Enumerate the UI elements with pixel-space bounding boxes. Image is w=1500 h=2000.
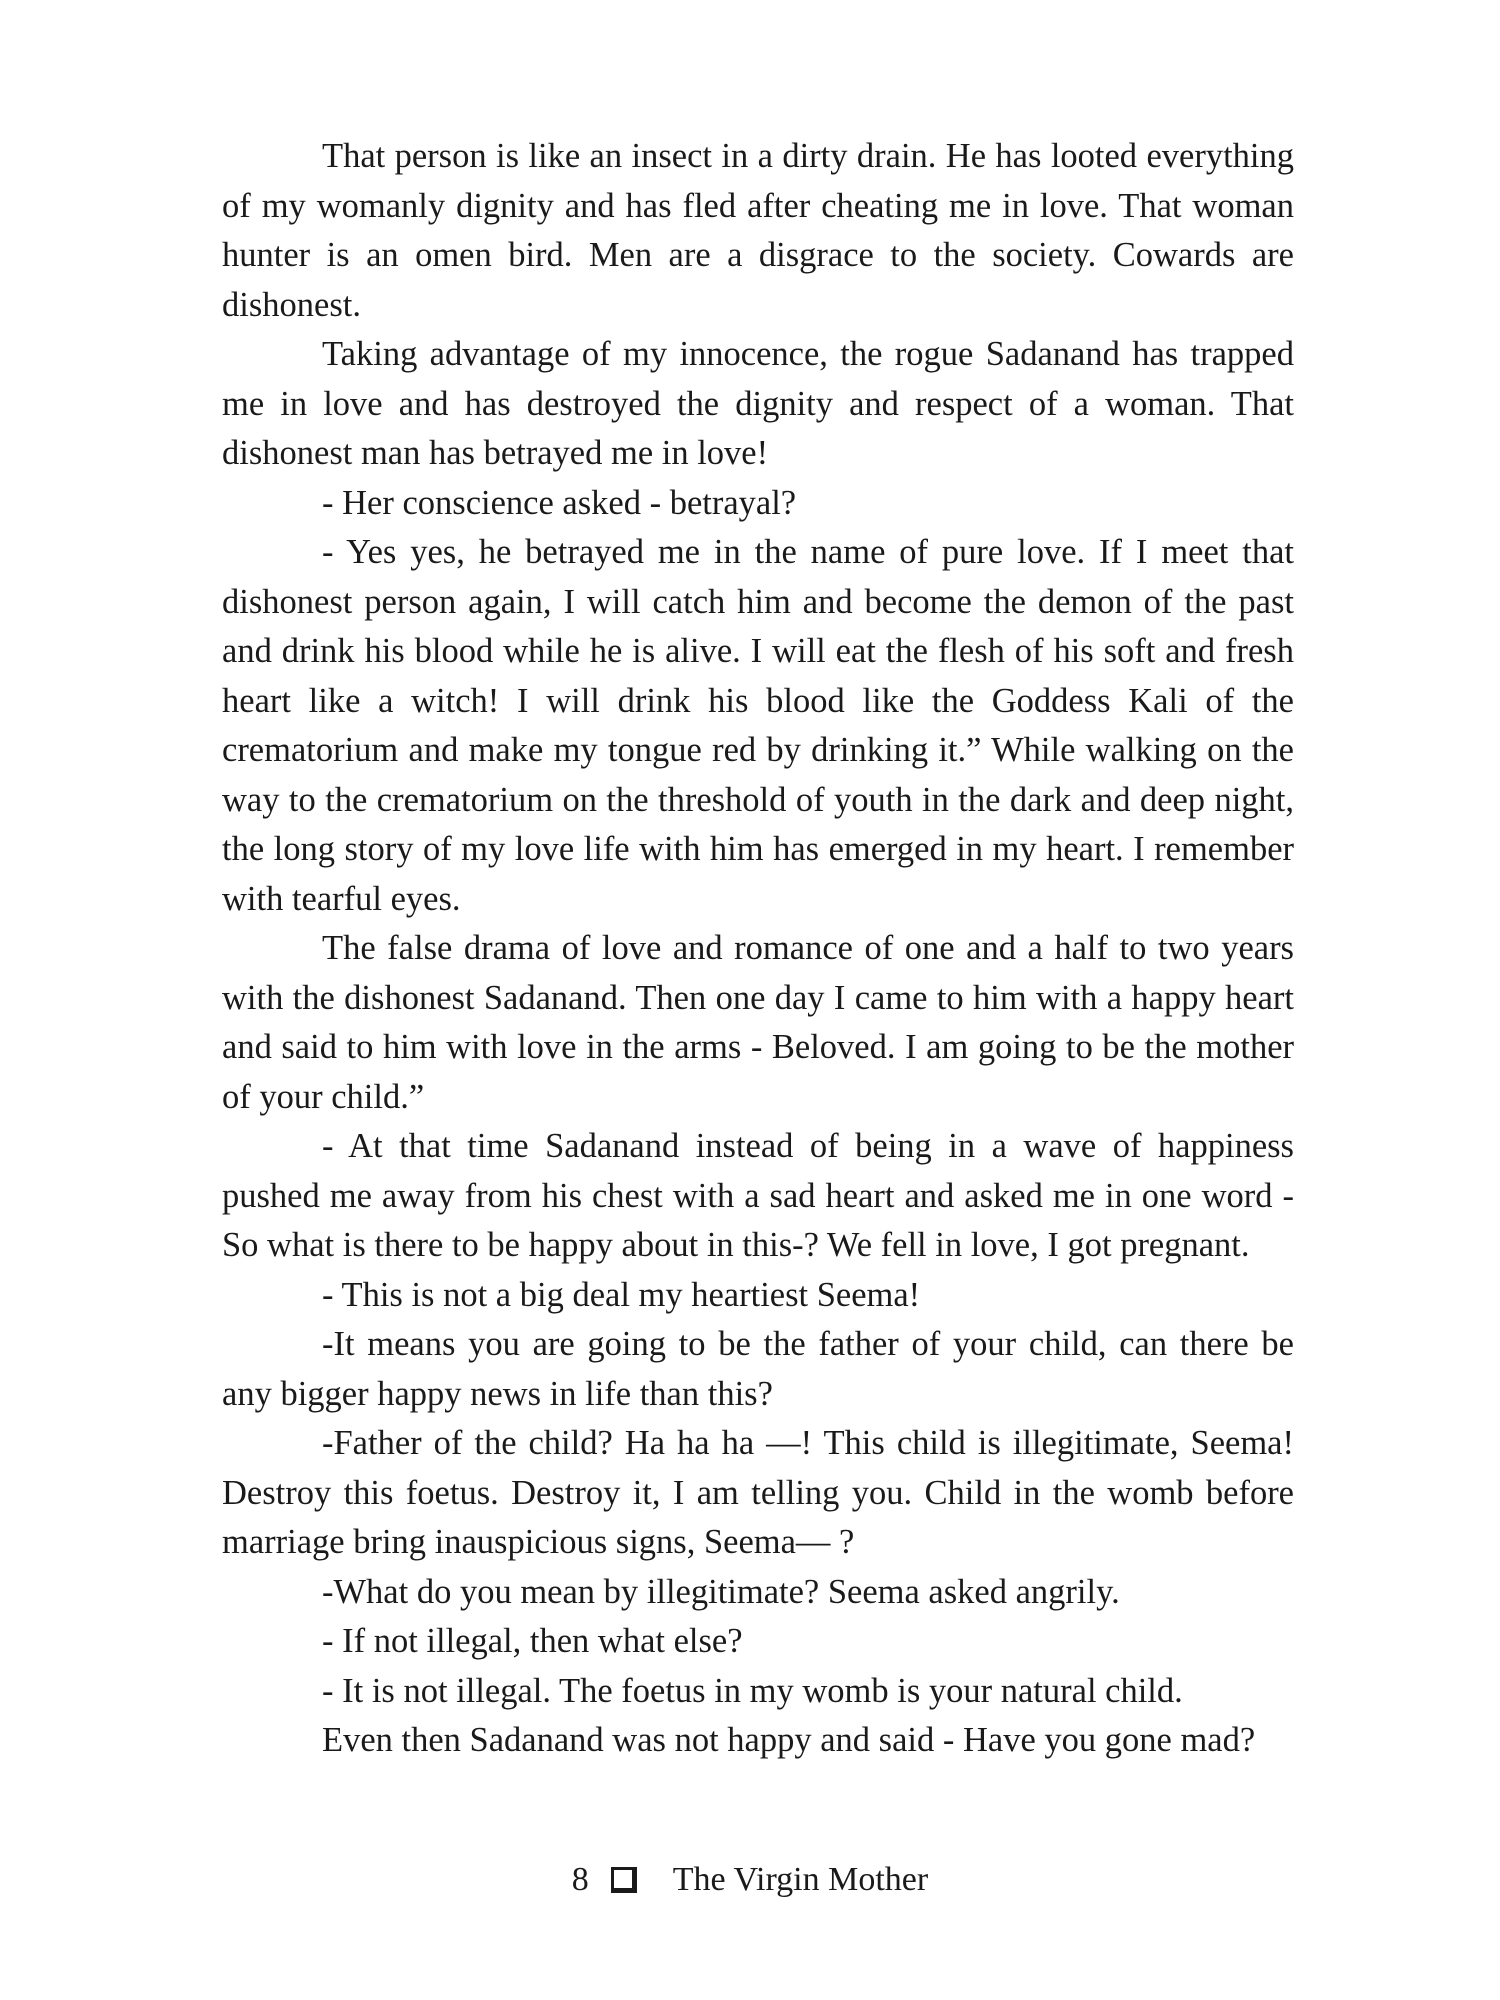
paragraph: - If not illegal, then what else? <box>322 1622 743 1660</box>
paragraph: - It is not illegal. The foetus in my womb is your natural child. <box>322 1671 1183 1710</box>
book-title: The Virgin Mother <box>672 1861 929 1898</box>
paragraph: - This is not a big deal my heartiest Seema! <box>322 1275 921 1314</box>
page-body <box>222 132 1294 1766</box>
paragraph: That person is like an insect in a dirty drain. He has looted everything of my womanly dignity and has fled after cheating me in love. That woman hunter is an omen bird. Men are a disgrace to the society. Cowards are dishonest. <box>222 137 1294 324</box>
page-number: 8 <box>571 1861 589 1898</box>
paragraph: -It means you are going to be the father of your child, can there be any bigger happy news in life than this? <box>222 1325 1294 1413</box>
paragraph: - At that time Sadanand instead of being in a wave of happiness pushed me away from his chest with a sad heart and asked me in one word -So what is there to be happy about in this-? We fell in love, I got pregnant. <box>222 1127 1294 1264</box>
paragraph: - Her conscience asked - betrayal? <box>322 483 797 522</box>
paragraph: Taking advantage of my innocence, the rogue Sadanand has trapped me in love and has destroyed the dignity and respect of a woman. That dishonest man has betrayed me in love! <box>222 335 1294 472</box>
paragraph: Even then Sadanand was not happy and said - Have you gone mad? <box>322 1721 1256 1759</box>
page-footer <box>0 1860 1500 1900</box>
paragraph: The false drama of love and romance of one and a half to two years with the dishonest Sadanand. Then one day I came to him with a happy heart and said to him with love in the arms - Beloved. I am going to be the mother of your child.” <box>222 929 1294 1116</box>
paragraph: -What do you mean by illegitimate? Seema asked angrily. <box>322 1572 1120 1611</box>
paragraph: -Father of the child? Ha ha ha —! This child is illegitimate, Seema! Destroy this foetus. Destroy it, I am telling you. Child in the womb before marriage bring inauspicious signs, Seema— ? <box>222 1424 1294 1561</box>
square-ornament-icon <box>611 1867 637 1893</box>
paragraph: - Yes yes, he betrayed me in the name of pure love. If I meet that dishonest person again, I will catch him and become the demon of the past and drink his blood while he is alive. I will eat the flesh of his soft and fresh heart like a witch! I will drink his blood like the Goddess Kali of the crematorium and make my tongue red by drinking it.” While walking on the way to the crematorium on the threshold of youth in the dark and deep night, the long story of my love life with him has emerged in my heart. I remember with tearful eyes. <box>222 533 1294 918</box>
